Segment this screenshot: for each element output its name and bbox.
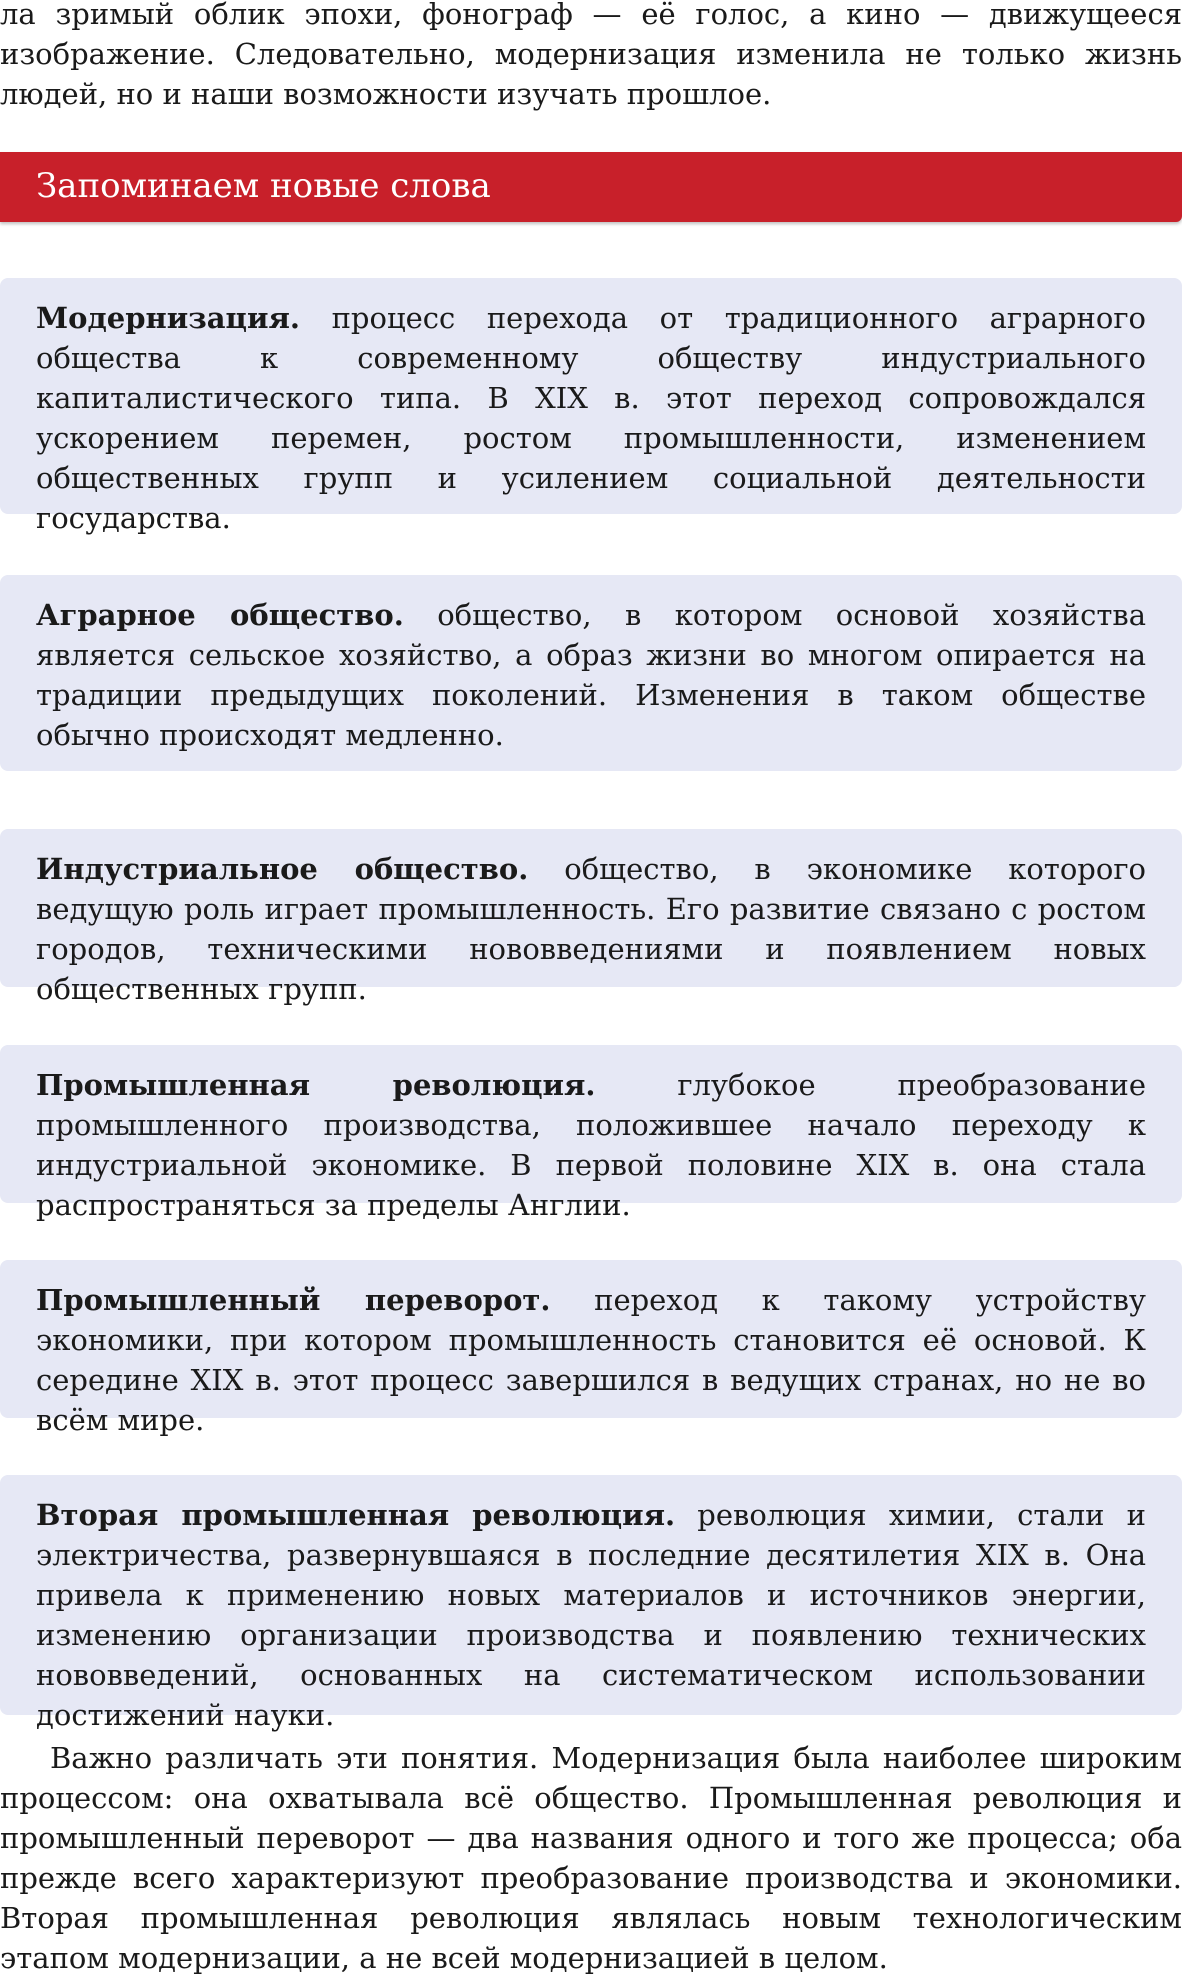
term-card-industrial-upheaval xyxy=(0,1260,1182,1437)
term-text xyxy=(36,849,1146,1009)
term-name: Вторая промышленная революция. xyxy=(36,1498,676,1532)
term-card-agrarian-society xyxy=(0,575,1182,771)
section-title: Запоминаем новые слова xyxy=(36,166,491,206)
section-banner xyxy=(0,152,1182,222)
term-text xyxy=(36,1065,1146,1225)
term-definition: глубокое преобразование промышленного производства, положившее начало переходу к индустриальной экономике. В первой половине XIX в. она стала распространяться за пределы Англии. xyxy=(36,1068,1146,1222)
term-text xyxy=(36,298,1146,538)
term-card-industrial-society xyxy=(0,829,1182,1006)
term-name: Модернизация. xyxy=(36,301,300,335)
term-card-second-industrial-revolution xyxy=(0,1475,1182,1732)
term-definition: переход к такому устройству экономики, при котором промышленность становится её основой. К середине XIX в. этот процесс завершился в ведущих странах, но не во всём мире. xyxy=(36,1283,1146,1437)
term-text xyxy=(36,1495,1146,1735)
term-definition: процесс перехода от традиционного аграрного общества к современному обществу индустриального капиталистического типа. В XIX в. этот переход сопровождался ускорением перемен, ростом промышленности, изменением общественных групп и усилением социальной деятельности государства. xyxy=(36,301,1146,535)
term-definition: общество, в котором основой хозяйства является сельское хозяйство, а образ жизни во многом опирается на традиции предыдущих поколений. Изменения в таком обществе обычно происходят медленно. xyxy=(36,598,1146,752)
term-definition: революция химии, стали и электричества, развернувшаяся в последние десятилетия XIX в. Она привела к применению новых материалов и источников энергии, изменению организации производства и появлению технических нововведений, основанных на систематическом использовании достижений науки. xyxy=(36,1498,1146,1732)
term-name: Аграрное общество. xyxy=(36,598,404,632)
term-card-modernization xyxy=(0,278,1182,535)
term-name: Индустриальное общество. xyxy=(36,852,529,886)
closing-paragraph: Важно различать эти понятия. Модернизация была наиболее широким процессом: она охватывала всё общество. Промышленная революция и промышленный переворот — два названия одного и того же процесса; оба прежде всего характеризуют преобразование производства и экономики. Вторая промышленная революция являлась новым технологическим этапом модернизации, а не всей модернизацией в целом. xyxy=(0,1741,1182,1975)
term-definition: общество, в экономике которого ведущую роль играет промышленность. Его развитие связано с ростом городов, техническими нововведениями и появлением новых общественных групп. xyxy=(36,852,1146,1006)
term-name: Промышленная революция. xyxy=(36,1068,596,1102)
term-name: Промышленный переворот. xyxy=(36,1283,551,1317)
term-text xyxy=(36,595,1146,755)
term-card-industrial-revolution xyxy=(0,1045,1182,1222)
term-text xyxy=(36,1280,1146,1440)
intro-paragraph: ла зримый облик эпохи, фонограф — её голос, а кино — движущееся изображение. Следовательно, модернизация изменила не только жизнь людей, но и наши возможности изучать прошлое. xyxy=(0,0,1182,111)
